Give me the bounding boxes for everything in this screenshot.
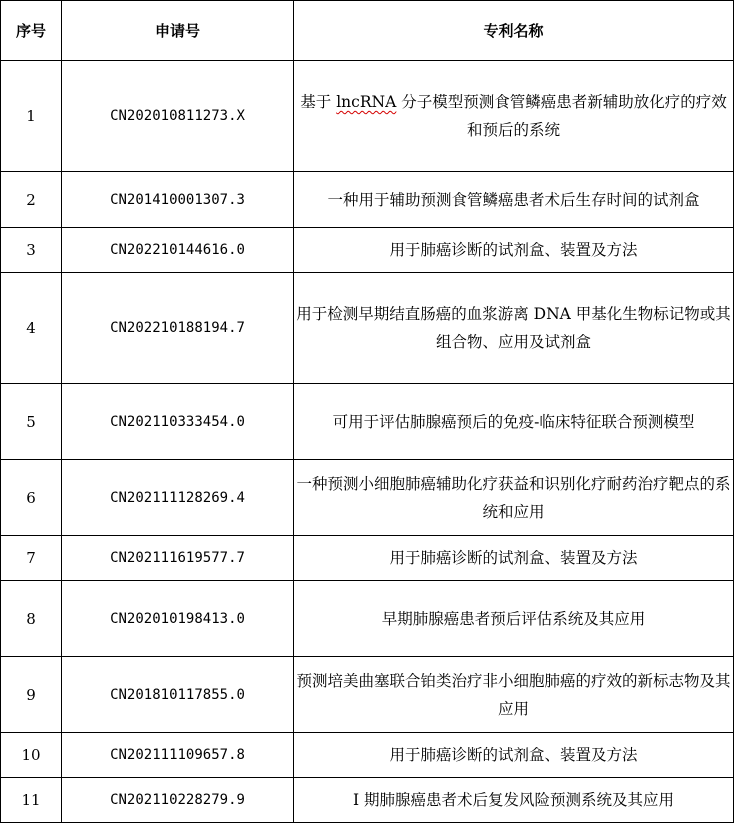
application-number: CN202111109657.8 [62, 733, 294, 778]
patent-name: 一种用于辅助预测食管鳞癌患者术后生存时间的试剂盒 [294, 172, 734, 228]
header-row [1, 1, 734, 61]
table-row [1, 657, 734, 733]
row-index: 11 [1, 778, 62, 823]
row-index: 9 [1, 657, 62, 733]
patent-name [294, 61, 734, 172]
application-number: CN202111128269.4 [62, 460, 294, 536]
row-index: 2 [1, 172, 62, 228]
row-index: 3 [1, 228, 62, 273]
patent-name: 一种预测小细胞肺癌辅助化疗获益和识别化疗耐药治疗靶点的系统和应用 [294, 460, 734, 536]
patent-name: 用于肺癌诊断的试剂盒、装置及方法 [294, 228, 734, 273]
table-row [1, 536, 734, 581]
row-index: 7 [1, 536, 62, 581]
application-number: CN202210188194.7 [62, 273, 294, 384]
table-row [1, 460, 734, 536]
table-row [1, 384, 734, 460]
application-number: CN202111619577.7 [62, 536, 294, 581]
patent-name-suffix: 分子模型预测食管鳞癌患者新辅助放化疗的疗效和预后的系统 [396, 93, 727, 139]
application-number: CN202010198413.0 [62, 581, 294, 657]
application-number: CN202010811273.X [62, 61, 294, 172]
header-patent-name: 专利名称 [294, 1, 734, 61]
table-row [1, 61, 734, 172]
row-index: 10 [1, 733, 62, 778]
table-row [1, 778, 734, 823]
row-index: 8 [1, 581, 62, 657]
row-index: 5 [1, 384, 62, 460]
table-row [1, 581, 734, 657]
header-application-no: 申请号 [62, 1, 294, 61]
table-body [1, 61, 734, 823]
application-number: CN201410001307.3 [62, 172, 294, 228]
application-number: CN202210144616.0 [62, 228, 294, 273]
row-index: 1 [1, 61, 62, 172]
header-index: 序号 [1, 1, 62, 61]
patent-name: 用于肺癌诊断的试剂盒、装置及方法 [294, 536, 734, 581]
application-number: CN202110228279.9 [62, 778, 294, 823]
table-row [1, 733, 734, 778]
patent-name: 用于肺癌诊断的试剂盒、装置及方法 [294, 733, 734, 778]
row-index: 6 [1, 460, 62, 536]
table-row [1, 273, 734, 384]
spellcheck-flagged-word: lncRNA [336, 93, 397, 111]
row-index: 4 [1, 273, 62, 384]
patent-name-prefix: 基于 [300, 93, 337, 111]
patent-name: I 期肺腺癌患者术后复发风险预测系统及其应用 [294, 778, 734, 823]
application-number: CN201810117855.0 [62, 657, 294, 733]
patent-name: 预测培美曲塞联合铂类治疗非小细胞肺癌的疗效的新标志物及其应用 [294, 657, 734, 733]
patent-name: 早期肺腺癌患者预后评估系统及其应用 [294, 581, 734, 657]
patent-name: 可用于评估肺腺癌预后的免疫-临床特征联合预测模型 [294, 384, 734, 460]
application-number: CN202110333454.0 [62, 384, 294, 460]
patent-name: 用于检测早期结直肠癌的血浆游离 DNA 甲基化生物标记物或其组合物、应用及试剂盒 [294, 273, 734, 384]
table-row [1, 172, 734, 228]
table-row [1, 228, 734, 273]
